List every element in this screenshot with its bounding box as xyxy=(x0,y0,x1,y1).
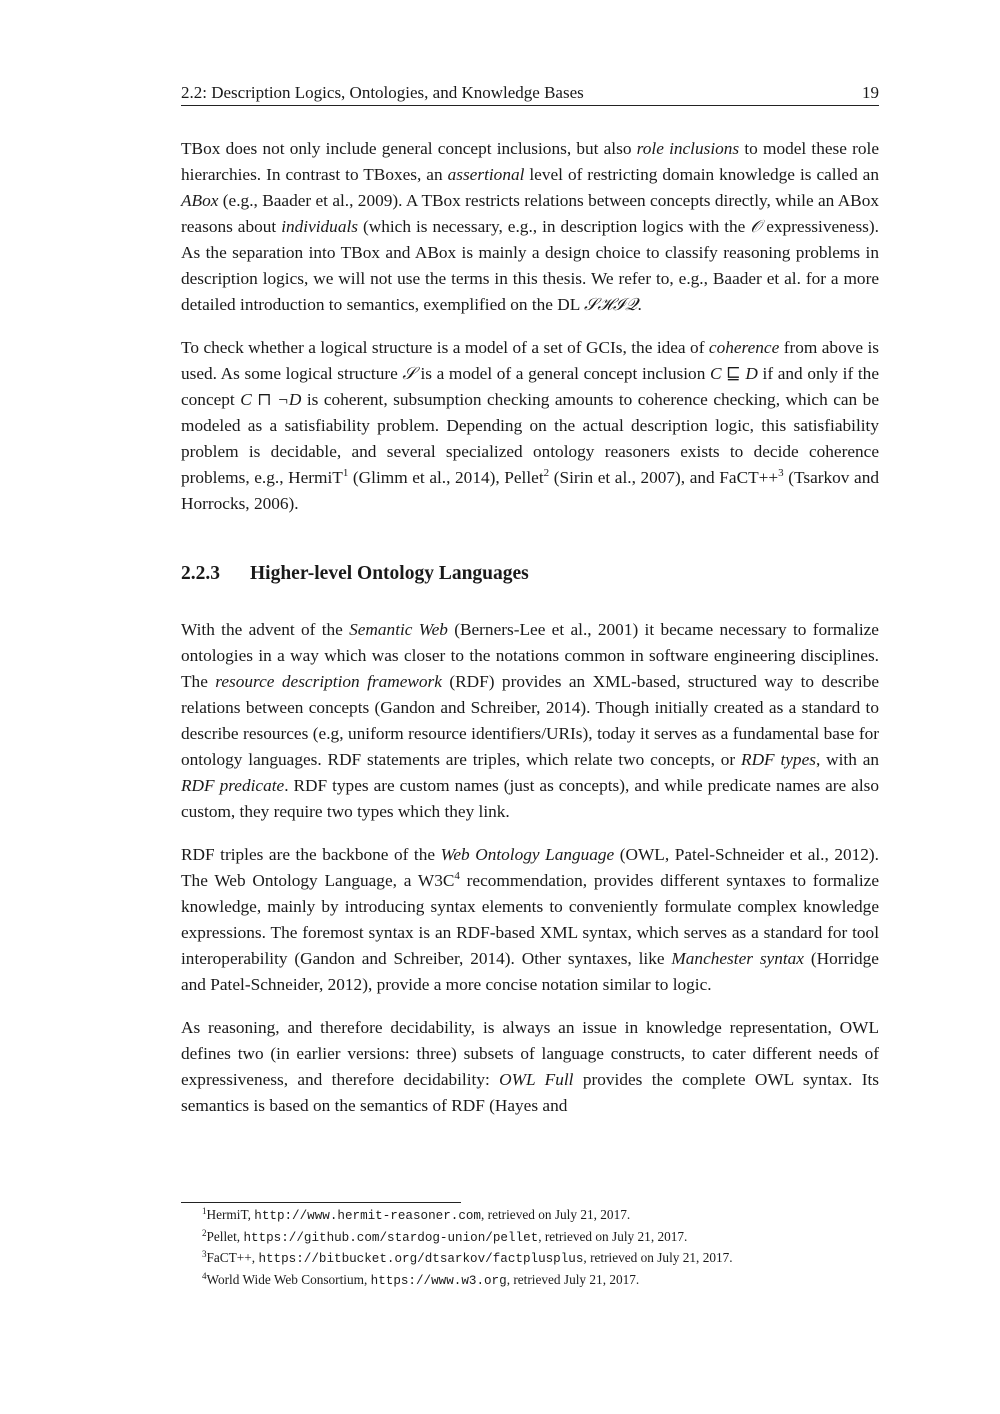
footnote-text: , retrieved on July 21, 2017. xyxy=(538,1228,688,1244)
running-header-title: 2.2: Description Logics, Ontologies, and Knowledge Bases xyxy=(181,83,584,102)
section-number: 2.2.3 xyxy=(181,563,220,584)
footnote-4 xyxy=(181,1270,879,1292)
emphasis-coherence: coherence xyxy=(708,338,780,357)
footnote-rule xyxy=(181,1202,461,1203)
text-run: level of restricting domain knowledge is called an xyxy=(524,165,879,184)
text-run: . xyxy=(637,295,642,314)
footnote-mark: 3 xyxy=(202,1249,207,1259)
footnote-1 xyxy=(181,1205,879,1227)
section-title: Higher-level Ontology Languages xyxy=(250,563,529,584)
text-run: is a model of a general concept inclusion xyxy=(415,364,710,383)
footnote-text: HermiT, xyxy=(206,1207,255,1222)
text-run: to model these role hierarchies. In contrast to TBoxes, an xyxy=(181,139,880,184)
text-run: , with an xyxy=(815,750,880,769)
text-run: To check whether a logical structure is a model of a set of GCIs, the idea of xyxy=(181,338,709,357)
footnote-url[interactable]: https://bitbucket.org/dtsarkov/factplusplus xyxy=(258,1252,584,1266)
page-number: 19 xyxy=(862,83,879,102)
emphasis-manchester-syntax: Manchester syntax xyxy=(671,949,804,968)
text-run: if and only if the concept xyxy=(181,364,879,409)
footnote-2 xyxy=(181,1227,879,1249)
text-run: TBox does not only include general concept inclusions, but also xyxy=(181,139,637,158)
footnote-url[interactable]: https://github.com/stardog-union/pellet xyxy=(243,1230,539,1245)
text-run: (Tsarkov and Horrocks, 2006). xyxy=(181,468,879,513)
text-run: (RDF) provides an XML-based, structured way to describe relations between concepts (Gandon and Schreiber, 2014). Though initially created as a standard to describe resources (e.g, uniform resource identifiers/URIs), today it serves as a fundamental base for ontology languages. RDF statements are triples, which relate two concepts, or xyxy=(181,672,880,769)
text-run: (Horridge and Patel-Schneider, 2012), provide a more concise notation similar to logic. xyxy=(181,949,879,994)
math-concept-conjunction: C ⊓ ¬D xyxy=(240,390,302,409)
footnote-ref-3: 3 xyxy=(778,467,784,479)
emphasis-rdf-types: RDF types xyxy=(741,750,816,769)
text-run: is coherent, subsumption checking amounts to coherence checking, which can be modeled as a satisfiability problem. Depending on the actual description logic, this satisfiability problem is decidable, and several specialized ontology reasoners exists to decide coherence problems, e.g., HermiT xyxy=(181,390,879,487)
footnote-text: World Wide Web Consortium, xyxy=(206,1271,371,1287)
text-run: . RDF types are custom names (just as concepts), and while predicate names are also custom, they require two types which they link. xyxy=(181,776,879,821)
footnote-3 xyxy=(181,1248,879,1270)
math-inclusion: C ⊑ D xyxy=(709,364,758,383)
text-run: As reasoning, and therefore decidability, is always an issue in knowledge representation, OWL defines two (in earlier versions: three) subsets of language constructs, to cater different needs of expressiveness, and therefore decidability: xyxy=(181,1018,879,1089)
text-run: recommendation, provides different syntaxes to formalize knowledge, mainly by introducing syntax elements to conveniently formulate complex knowledge expressions. The foremost syntax is an RDF-based XML syntax, which serves as a standard for tool interoperability (Gandon and Schreiber, 2014). Other syntaxes, like xyxy=(181,871,879,968)
footnote-mark: 4 xyxy=(202,1270,207,1281)
emphasis-rdf-predicate: RDF predicate xyxy=(181,776,285,795)
math-structure-s: 𝒮 xyxy=(402,364,416,383)
footnote-url[interactable]: https://www.w3.org xyxy=(370,1273,507,1288)
text-run: expressiveness). As the separation into TBox and ABox is mainly a design choice to classify reasoning problems in description logics, we will not use the terms in this thesis. We refer to, e.g., Baader et al. for a more detailed introduction to semantics, exemplified on the DL xyxy=(181,217,879,314)
emphasis-web-ontology-language: Web Ontology Language xyxy=(440,845,615,864)
section-heading xyxy=(181,561,879,587)
text-run: (which is necessary, e.g., in description logics with the xyxy=(358,217,751,236)
emphasis-role-inclusions: role inclusions xyxy=(636,139,740,158)
main-text xyxy=(181,136,879,1119)
footnote-text: , retrieved July 21, 2017. xyxy=(506,1271,640,1287)
emphasis-owl-full: OWL Full xyxy=(499,1070,574,1089)
emphasis-rdf: resource description framework xyxy=(215,672,442,691)
text-run: (Glimm et al., 2014), Pellet xyxy=(348,468,544,487)
paragraph-owl xyxy=(181,842,879,998)
emphasis-abox: ABox xyxy=(181,191,219,210)
emphasis-semantic-web: Semantic Web xyxy=(349,620,448,639)
emphasis-individuals: individuals xyxy=(281,217,358,236)
footnote-text: Pellet, xyxy=(206,1228,244,1244)
text-run: (e.g., Baader et al., 2009). A TBox restricts relations between concepts directly, while an ABox reasons about xyxy=(181,191,879,236)
paragraph-coherence xyxy=(181,335,879,517)
footnote-text: , retrieved on July 21, 2017. xyxy=(583,1250,733,1265)
footnote-text: FaCT++, xyxy=(206,1250,259,1265)
footnote-ref-4: 4 xyxy=(454,870,460,882)
text-run: With the advent of the xyxy=(181,620,350,639)
footnote-url[interactable]: http://www.hermit-reasoner.com xyxy=(254,1209,481,1223)
paragraph-decidability xyxy=(181,1015,879,1119)
text-run: (Sirin et al., 2007), and FaCT++ xyxy=(549,468,779,487)
footnote-mark: 1 xyxy=(202,1206,207,1216)
text-run: (Berners-Lee et al., 2001) it became necessary to formalize ontologies in a way which was closer to the notations common in software engineering disciplines. The xyxy=(181,620,879,691)
footnote-ref-2: 2 xyxy=(543,467,550,479)
footnote-mark: 2 xyxy=(202,1227,207,1238)
text-run: RDF triples are the backbone of the xyxy=(181,845,441,864)
paragraph-rdf xyxy=(181,617,879,825)
text-run: provides the complete OWL syntax. Its semantics is based on the semantics of RDF (Hayes and xyxy=(181,1070,880,1115)
running-header xyxy=(181,83,879,106)
footnote-ref-1: 1 xyxy=(342,467,349,479)
footnotes xyxy=(181,1205,879,1291)
footnote-text: , retrieved on July 21, 2017. xyxy=(481,1207,631,1222)
text-run: (OWL, Patel-Schneider et al., 2012). The Web Ontology Language, a W3C xyxy=(181,845,879,890)
math-o-expressiveness: 𝒪 xyxy=(750,217,762,236)
text-run: from above is used. As some logical structure xyxy=(181,338,879,383)
paragraph-tbox-abox xyxy=(181,136,879,318)
math-dl-shiq: 𝒮ℋℐ𝒬 xyxy=(583,295,638,314)
emphasis-assertional: assertional xyxy=(447,165,525,184)
